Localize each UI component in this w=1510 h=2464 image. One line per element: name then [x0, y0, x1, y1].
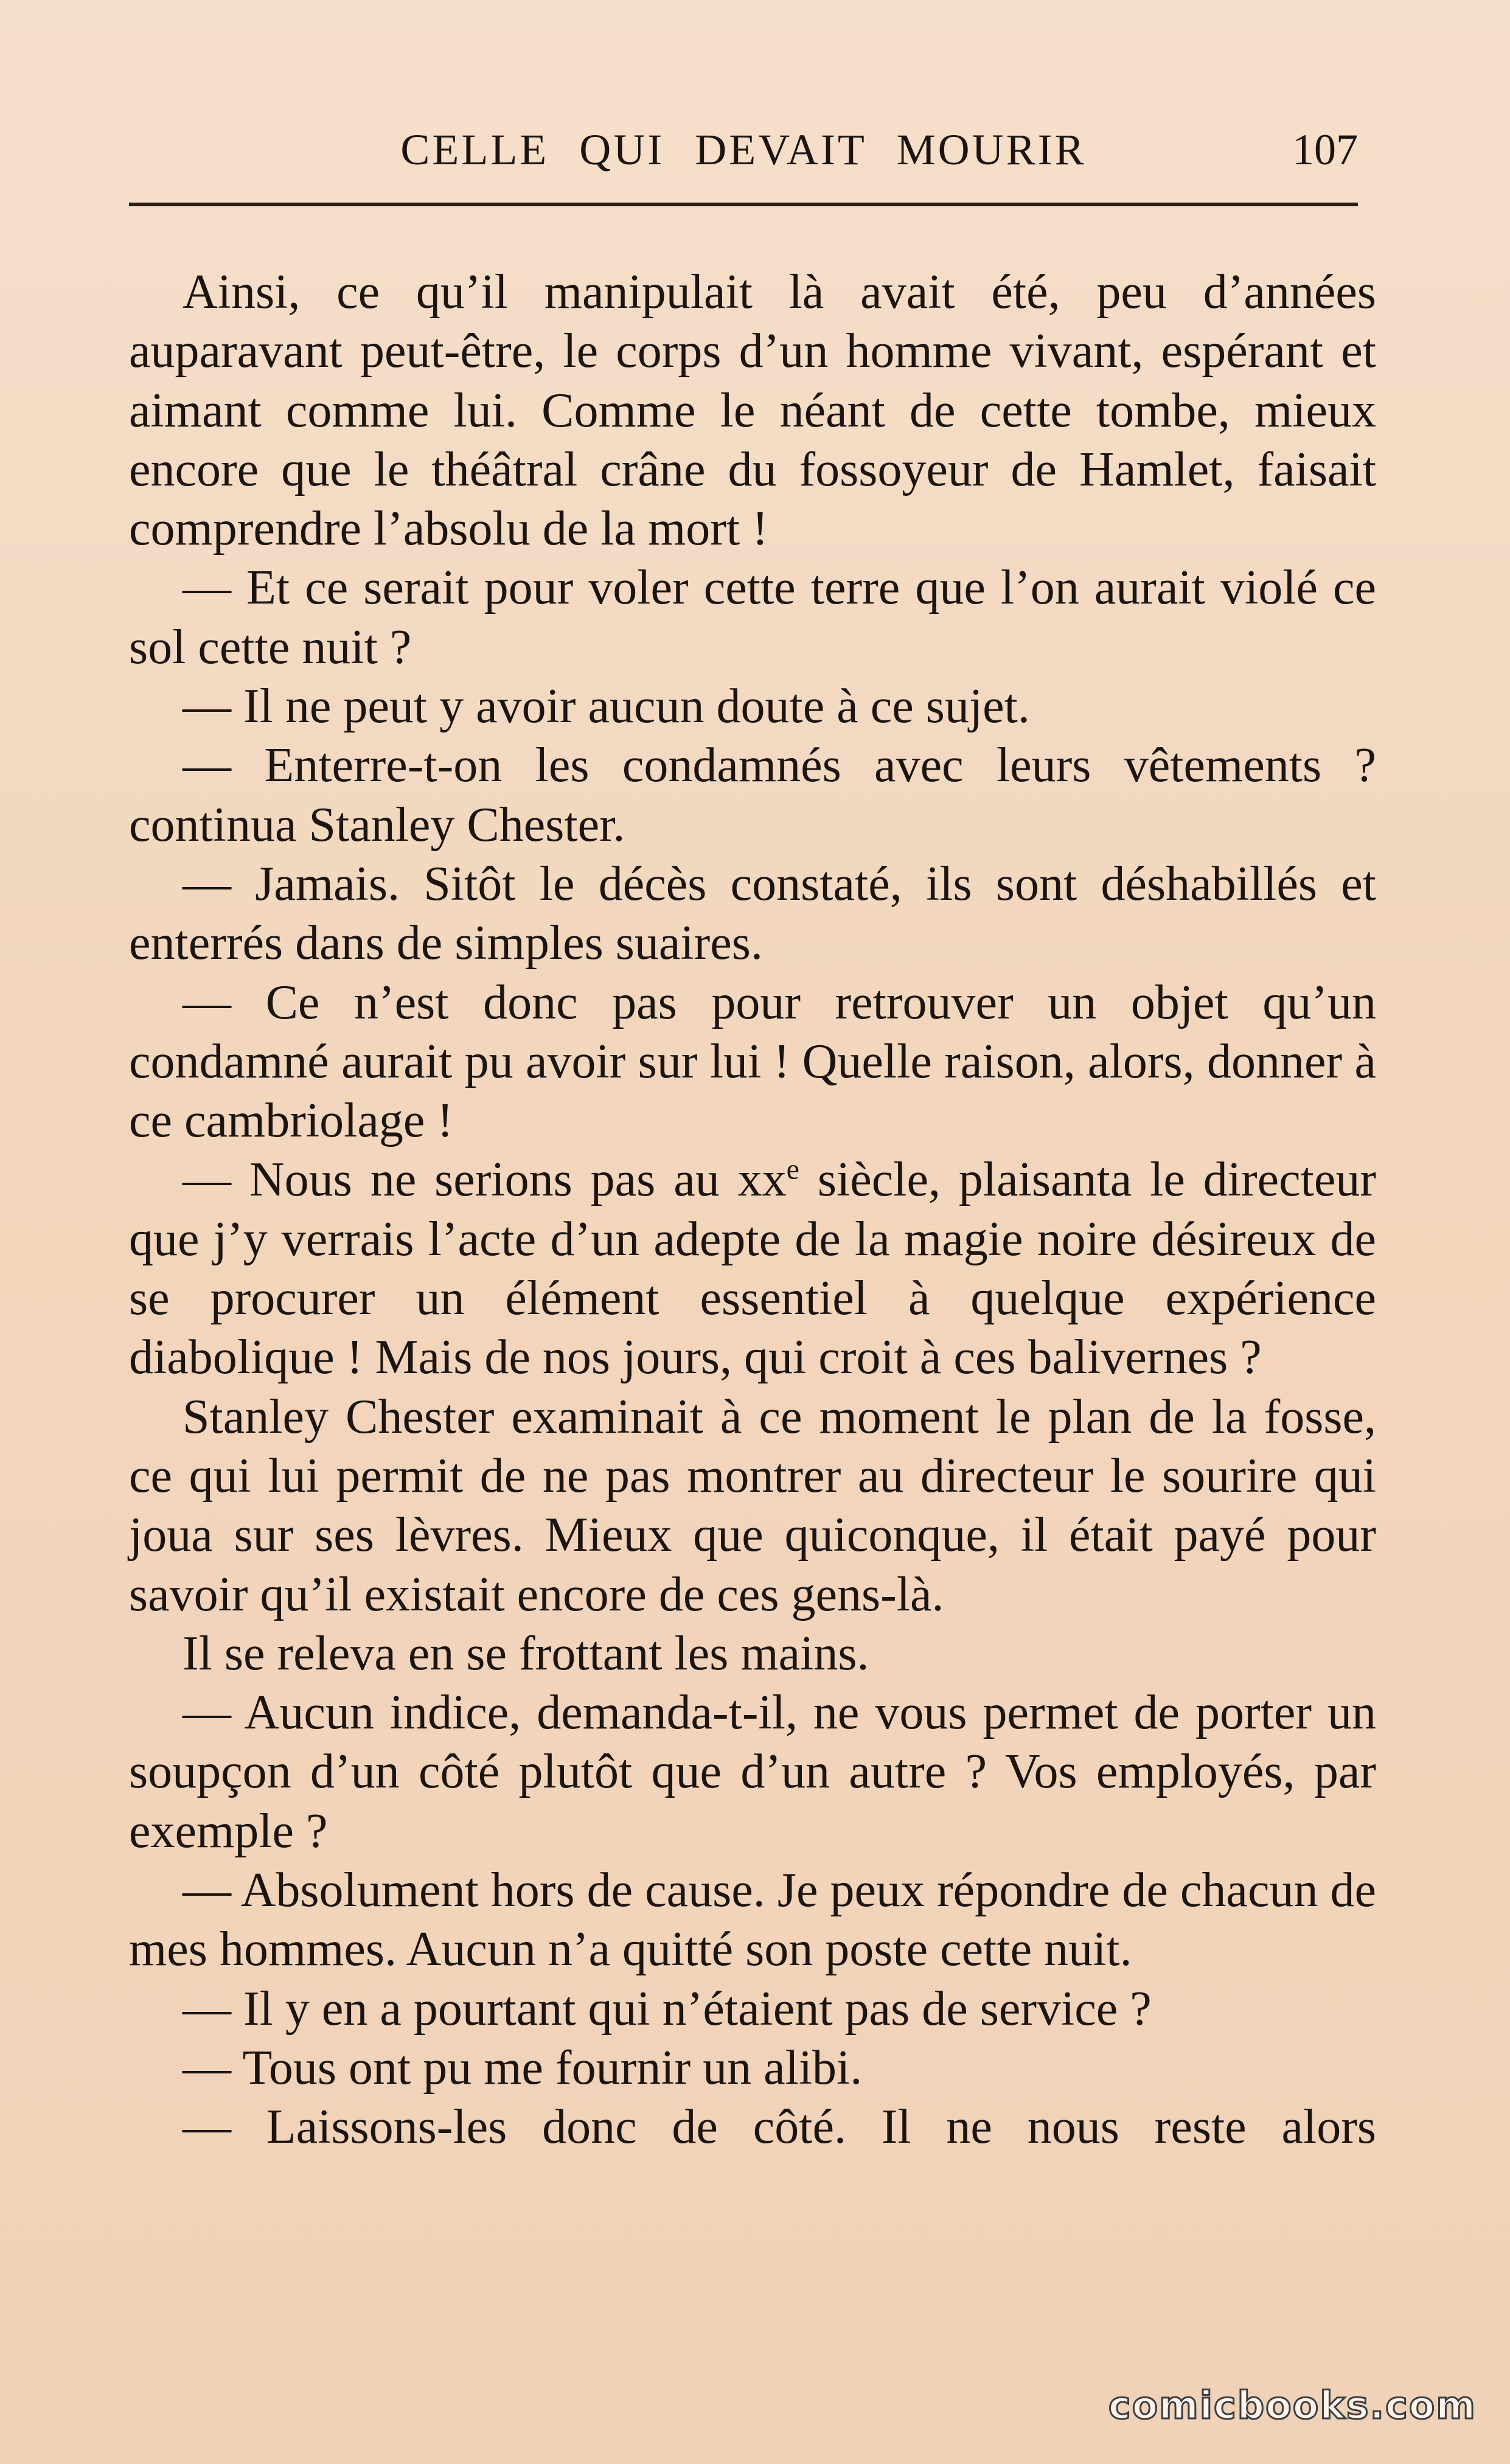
paragraph: — Tous ont pu me fournir un alibi. — [183, 2041, 863, 2095]
paragraph: — Il y en a pourtant qui n’étaient pas de service ? — [183, 1982, 1152, 2036]
paragraph: — Laissons-les donc de côté. Il ne nous reste alors — [183, 2100, 1376, 2154]
paragraph: — Jamais. Sitôt le décès constaté, ils sont déshabillés et enterrés dans de simples suaires. — [129, 857, 1376, 970]
paragraph: — Absolument hors de cause. Je peux répondre de chacun de mes hommes. Aucun n’a quitté son poste cette nuit. — [129, 1864, 1376, 1977]
paragraph: — Enterre-t-on les condamnés avec leurs vêtements ? continua Stanley Chester. — [129, 739, 1376, 852]
paragraph — [129, 1150, 1376, 1387]
paragraph-part: siècle, plaisanta le directeur que j’y verrais l’acte d’un adepte de la magie noire désireux de se procurer un élément essentiel à quelque expérience diabolique ! Mais de nos jours, qui croit à ces balivernes ? — [129, 1153, 1377, 1385]
paragraph: — Aucun indice, demanda-t-il, ne vous permet de porter un soupçon d’un côté plutôt que d’un autre ? Vos employés, par exemple ? — [129, 1686, 1376, 1858]
watermark: comicbooks.com — [1108, 2383, 1477, 2427]
paragraph: Stanley Chester examinait à ce moment le plan de la fosse, ce qui lui permit de ne pas montrer au directeur le sourire qui joua sur ses lèvres. Mieux que quiconque, il était payé pour savoir qu’il existait encore de ces gens-là. — [129, 1390, 1376, 1621]
paragraph: Ainsi, ce qu’il manipulait là avait été, peu d’années auparavant peut-être, le corps d’un homme vivant, espérant et aimant comme lui. Comme le néant de cette tombe, mieux encore que le théâtral crâne du fossoyeur de Hamlet, faisait comprendre l’absolu de la mort ! — [129, 265, 1376, 556]
body-text — [129, 263, 1376, 2157]
paragraph: — Il ne peut y avoir aucun doute à ce sujet. — [183, 680, 1030, 734]
header-rule — [129, 203, 1358, 206]
running-title: CELLE QUI DEVAIT MOURIR — [400, 125, 1087, 174]
paragraph-part: — Nous ne serions pas au — [183, 1153, 738, 1207]
paragraph: Il se releva en se frottant les mains. — [183, 1626, 869, 1680]
page-header — [129, 119, 1358, 192]
paragraph: — Et ce serait pour voler cette terre que l’on aurait violé ce sol cette nuit ? — [129, 561, 1376, 674]
page-number: 107 — [1292, 125, 1358, 174]
paragraph: — Ce n’est donc pas pour retrouver un objet qu’un condamné aurait pu avoir sur lui ! Quelle raison, alors, donner à ce cambriolage ! — [129, 975, 1376, 1148]
century-superscript: e — [786, 1153, 799, 1186]
century-numeral: xx — [737, 1153, 787, 1207]
